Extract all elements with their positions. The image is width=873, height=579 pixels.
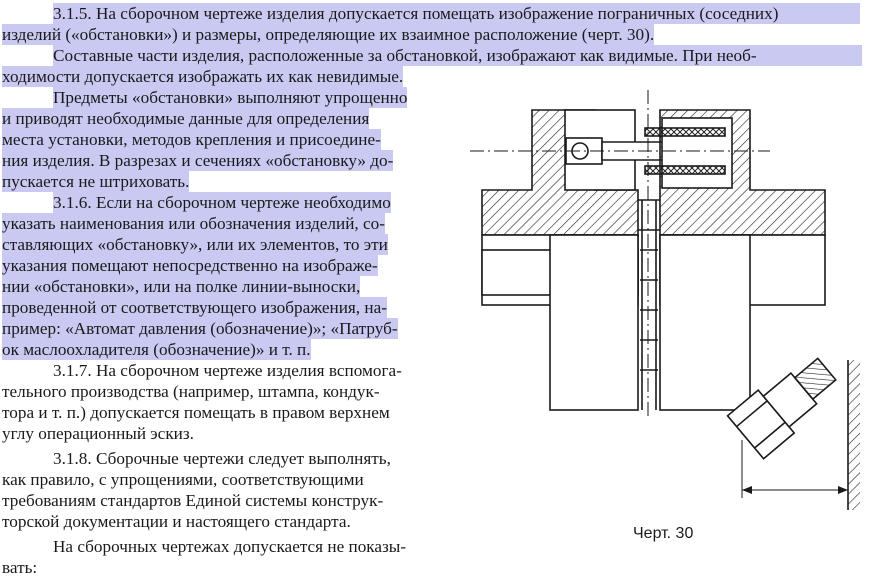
text-line-24: требованиям стандартов Единой системы конструк-: [2, 491, 384, 510]
text-line-20: тора и т. п.) допускается помещать в правом верхнем: [2, 403, 390, 422]
text-line-18: 3.1.7. На сборочном чертеже изделия вспомога-: [53, 361, 402, 380]
assembly-drawing: [470, 90, 870, 520]
text-line-8: ния изделия. В разрезах и сечениях «обстановку» до-: [2, 151, 394, 170]
text-line-4: ходимости допускается изображать их как невидимые.: [2, 67, 404, 86]
figure-caption: Черт. 30: [633, 525, 694, 542]
text-line-2: изделий («обстановки») и размеры, определяющие их взаимное расположение (черт. 30).: [2, 25, 655, 44]
text-line-23: как правило, с упрощениями, соответствующими: [2, 470, 364, 489]
text-line-6: и приводят необходимые данные для определения: [2, 109, 370, 128]
text-line-13: указания помещают непосредственно на изображе-: [2, 256, 378, 275]
text-line-22: 3.1.8. Сборочные чертежи следует выполнять,: [53, 449, 391, 468]
text-line-19: тельного производства (например, штампа, кондук-: [2, 382, 380, 401]
text-line-9: пускается не штриховать.: [2, 172, 190, 191]
text-line-26: На сборочных чертежах допускается не показы-: [53, 537, 407, 556]
text-line-27: вать:: [2, 558, 38, 577]
text-line-3: Составные части изделия, расположенные за обстановкой, изображают как видимые. При необ-: [53, 45, 862, 66]
text-line-21: углу операционный эскиз.: [2, 424, 194, 443]
text-line-25: торской документации и настоящего стандарта.: [2, 512, 351, 531]
text-line-14: нии «обстановки», или на полке линии-выноски,: [2, 277, 361, 296]
text-line-17: ок маслоохладителя (обозначение)» и т. п.: [2, 340, 311, 359]
text-line-10: 3.1.6. Если на сборочном чертеже необходимо: [53, 193, 391, 212]
text-line-12: ставляющих «обстановку», или их элементов, то эти: [2, 235, 388, 254]
text-line-11: указать наименования или обозначения изделий, со-: [2, 214, 385, 233]
text-line-16: пример: «Автомат давления (обозначение)»; «Патруб-: [2, 319, 398, 338]
text-line-5: Предметы «обстановки» выполняют упрощенно: [53, 88, 408, 107]
text-line-15: проведенной от соответствующего изображения, на-: [2, 298, 387, 317]
text-line-1: 3.1.5. На сборочном чертеже изделия допускается помещать изображение пограничных (соседних): [53, 3, 860, 24]
text-line-7: места установки, методов крепления и присоедине-: [2, 130, 381, 149]
